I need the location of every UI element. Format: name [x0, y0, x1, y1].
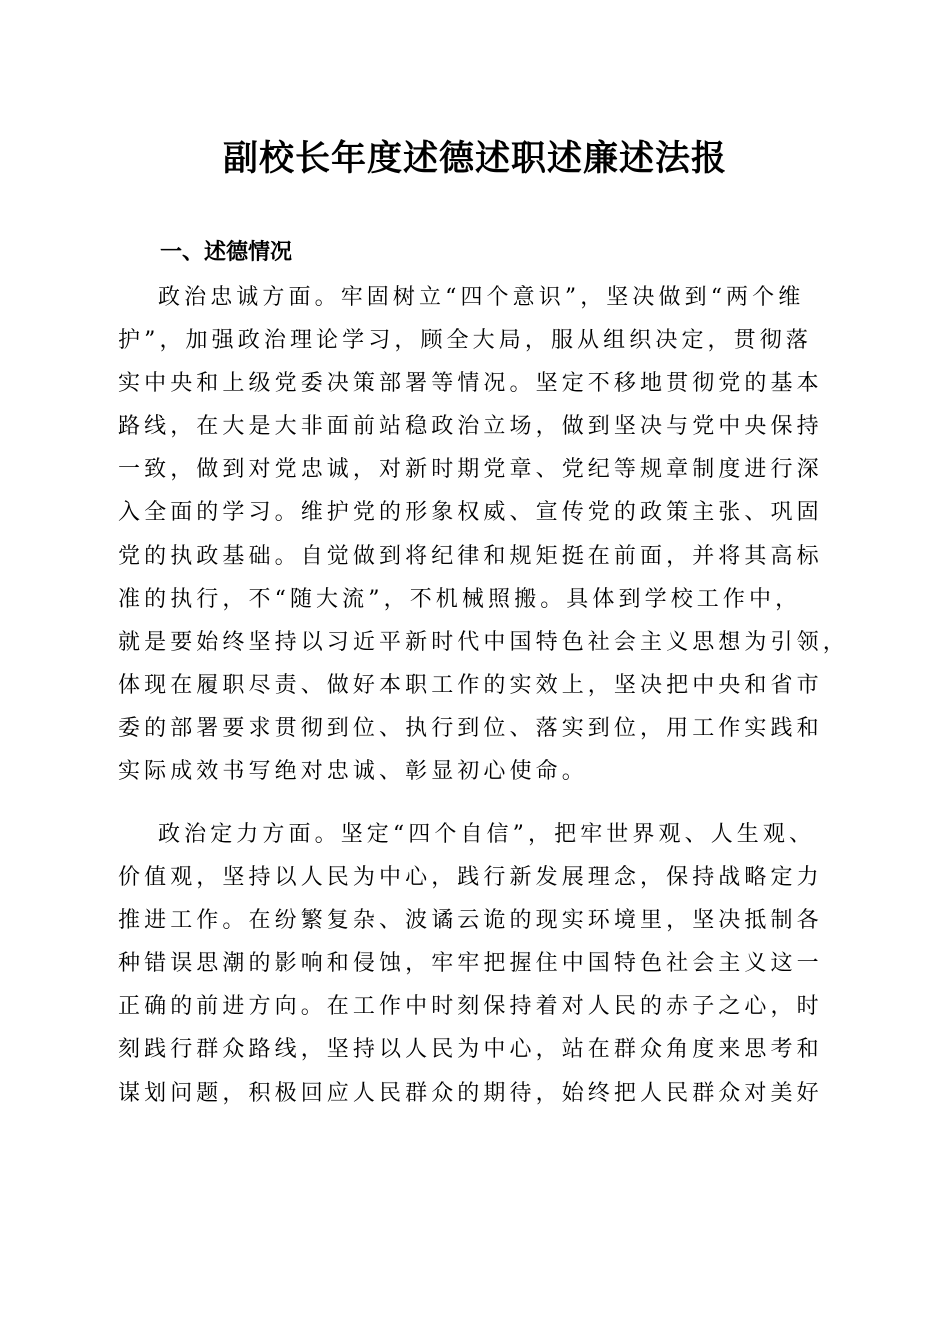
paragraph-line: 路线，在大是大非面前站稳政治立场，做到坚决与党中央保持 — [118, 414, 823, 440]
document-title: 副校长年度述德述职述廉述法报 — [222, 138, 727, 179]
paragraph-line: 政治忠诚方面。牢固树立“四个意识”，坚决做到“两个维 — [158, 285, 805, 310]
paragraph-political-resolve — [118, 813, 838, 1115]
paragraph-line: 政治定力方面。坚定“四个自信”，把牢世界观、人生观、 — [158, 822, 816, 847]
paragraph-line: 价值观，坚持以人民为中心，践行新发展理念，保持战略定力 — [118, 865, 823, 891]
paragraph-line: 刻践行群众路线，坚持以人民为中心，站在群众角度来思考和 — [118, 1037, 823, 1063]
paragraph-line: 一致，做到对党忠诚，对新时期党章、党纪等规章制度进行深 — [118, 457, 823, 483]
paragraph-political-loyalty — [118, 276, 849, 793]
paragraph-line: 委的部署要求贯彻到位、执行到位、落实到位，用工作实践和 — [118, 715, 823, 741]
paragraph-line: 推进工作。在纷繁复杂、波谲云诡的现实环境里，坚决抵制各 — [118, 908, 823, 934]
paragraph-line: 种错误思潮的影响和侵蚀，牢牢把握住中国特色社会主义这一 — [118, 951, 823, 977]
paragraph-line: 就是要始终坚持以习近平新时代中国特色社会主义思想为引领， — [118, 629, 849, 655]
paragraph-line: 入全面的学习。维护党的形象权威、宣传党的政策主张、巩固 — [118, 500, 823, 526]
paragraph-line: 准的执行，不“随大流”，不机械照搬。具体到学校工作中， — [118, 586, 802, 612]
paragraph-line: 党的执政基础。自觉做到将纪律和规矩挺在前面，并将其高标 — [118, 543, 823, 569]
paragraph-line: 实中央和上级党委决策部署等情况。坚定不移地贯彻党的基本 — [118, 371, 823, 397]
section-heading: 一、述德情况 — [160, 240, 293, 265]
paragraph-line: 正确的前进方向。在工作中时刻保持着对人民的赤子之心，时 — [118, 994, 823, 1020]
paragraph-line: 护”，加强政治理论学习，顾全大局，服从组织决定，贯彻落 — [118, 328, 812, 354]
paragraph-line: 体现在履职尽责、做好本职工作的实效上，坚决把中央和省市 — [118, 672, 823, 698]
paragraph-line: 实际成效书写绝对忠诚、彰显初心使命。 — [118, 759, 588, 785]
paragraph-line: 谋划问题，积极回应人民群众的期待，始终把人民群众对美好 — [118, 1080, 823, 1106]
